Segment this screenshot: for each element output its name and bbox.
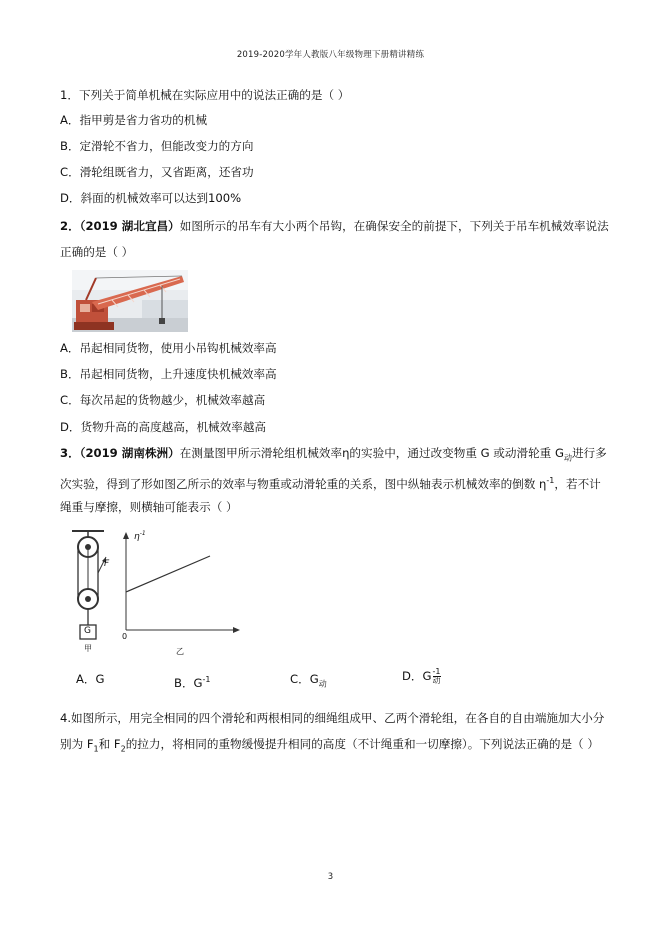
q2-number: 2．	[60, 219, 80, 233]
axis-y-label: $\eta^{-1}$	[134, 530, 146, 542]
q2-stem-text: 如图所示的吊车有大小两个吊钩，在确保安全的前提下，下列关于吊车机械效率说法	[179, 219, 609, 233]
q1-option-a: A．指甲剪是省力省功的机械	[60, 113, 208, 127]
q1-stem: 1．下列关于简单机械在实际应用中的说法正确的是（ ）	[60, 88, 350, 102]
q1-option-d: D．斜面的机械效率可以达到100%	[60, 191, 242, 205]
q2-option-a: A．吊起相同货物，使用小吊钩机械效率高	[60, 341, 277, 355]
figure-yi-graph	[114, 530, 244, 660]
q2-stem-line2: 正确的是（ ）	[60, 245, 134, 259]
q4-stem-line1: 4.如图所示，用完全相同的四个滑轮和两根相同的细绳组成甲、乙两个滑轮组，在各自的自由端施加大小分	[60, 711, 605, 725]
page-header: 2019-2020学年人教版八年级物理下册精讲精练	[236, 50, 425, 60]
q3-option-d-fraction: $\frac{-1}{\text{动}}$	[432, 667, 441, 685]
q3-stem-text2: 次实验，得到了形如图乙所示的效率与物重或动滑轮重的关系，图中纵轴表示机械效率的倒数 η	[60, 476, 547, 491]
q3-stem-line2	[60, 473, 601, 492]
q3-option-a: A．G	[76, 672, 105, 686]
q1-option-b: B．定滑轮不省力，但能改变力的方向	[60, 139, 254, 153]
q2-source: （2019 湖北宜昌）	[79, 219, 180, 233]
q2-stem-line1	[60, 219, 609, 234]
q3-stem-sup: -1	[546, 476, 555, 485]
q3-option-b: B．$G^{-1}$	[174, 675, 211, 690]
q2-option-b: B．吊起相同货物，上升速度快机械效率高	[60, 367, 277, 381]
q4-stem-line2: 别为 $F_1$和 $F_2$的拉力，将相同的重物缓慢提升相同的高度（不计绳重和一切摩擦）。下列说法正确的是（ ）	[60, 737, 599, 754]
q3-stem-text2-end: ，若不计	[554, 476, 601, 491]
q1-option-c: C．滑轮组既省力，又省距离，还省功	[60, 165, 254, 179]
axis-origin: 0	[122, 632, 128, 641]
page-number: 3	[327, 872, 334, 882]
label-jia: 甲	[84, 644, 92, 653]
q3-option-d: D．G $\frac{-1}{\text{动}}$	[402, 667, 441, 685]
q2-option-d: D．货物升高的高度越高，机械效率越高	[60, 420, 267, 434]
crane-photo	[72, 270, 188, 332]
q2-option-c: C．每次吊起的货物越少，机械效率越高	[60, 393, 266, 407]
q3-option-c: C．$G_动$	[290, 672, 327, 689]
q3-stem-text1-end: 进行多	[571, 446, 607, 460]
label-G: G	[84, 626, 91, 636]
label-F: F	[104, 559, 110, 569]
q3-number: 3．	[60, 446, 80, 460]
label-yi: 乙	[176, 647, 184, 656]
q3-stem-line1	[60, 446, 607, 465]
q3-source: （2019 湖南株洲）	[79, 446, 180, 460]
figure-jia-pulley	[64, 527, 114, 657]
q3-stem-text1: 在测量图甲所示滑轮组机械效率η的实验中，通过改变物重 G 或动滑轮重 G	[179, 446, 564, 460]
q3-stem-line3: 绳重与摩擦，则横轴可能表示（ ）	[60, 500, 238, 514]
q3-stem-sub: 动	[563, 453, 572, 463]
